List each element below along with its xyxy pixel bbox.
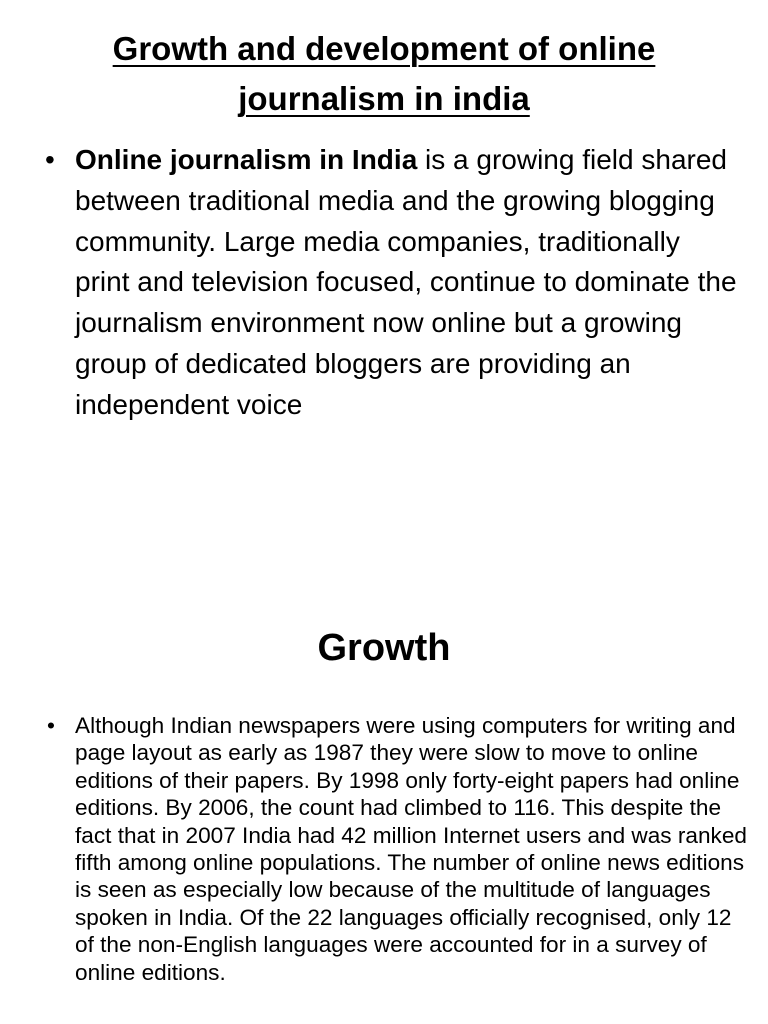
bullet-point <box>47 712 751 986</box>
bullet-lead-text: Online journalism in India <box>75 144 418 175</box>
slide-title: Growth and development of online journalism in india <box>112 30 656 117</box>
bullet-marker: • <box>45 144 55 175</box>
slide-title: Growth <box>317 627 451 669</box>
bullet-body-text: Although Indian newspapers were using computers for writing and page layout as early as 1987 they were slow to move to online editions of their papers. By 1998 only forty-eight papers had online editions. By 2006, the count had climbed to 116. This despite the fact that in 2007 India had 42 million Internet users and was ranked fifth among online populations. The number of online news editions is seen as especially low because of the multitude of languages spoken in India. Of the 22 languages officially recognised, only 12 of the non-English languages were accounted for in a survey of online editions. <box>75 713 747 985</box>
bullet-marker: • <box>47 713 55 738</box>
slide-growth <box>0 600 768 1024</box>
bullet-body-text: is a growing field shared between traditional media and the growing blogging community. Large media companies, traditionally print and television focused, continue to dominate the journalism environment now online but a growing group of dedicated bloggers are providing an independent voice <box>75 144 737 420</box>
bullet-point <box>45 140 737 426</box>
